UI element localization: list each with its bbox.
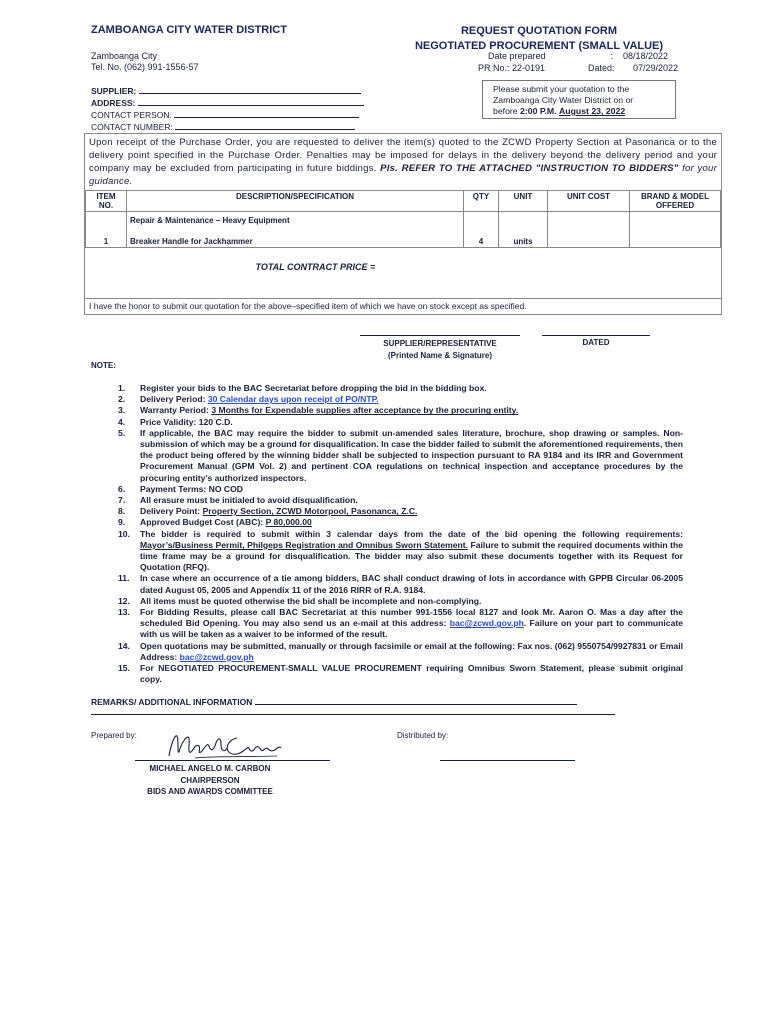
prepared-by-label: Prepared by: (91, 731, 137, 740)
date-block (470, 51, 678, 74)
form-title (399, 24, 679, 54)
date-prepared-value: 08/18/2022 (623, 51, 669, 61)
list-item: 5. If applicable, the BAC may require the bidder to submit un-amended sales literature, brochure, shop drawing or samples. Non-submission of which may be a ground for disqualification. In case the bidder failed to submit the aforementioned requirements, then the product being offered by the winning bidder shall be subjected to inspection pursuant to RA 9184 and its IRR and Government Procurement Manual (GPM Vol. 2) and pertinent COA regulations on technical inspection and acceptance procedures by the procuring entity’s authorized inspectors. (118, 427, 683, 483)
remarks-field[interactable] (255, 696, 577, 705)
list-item: 3. Warranty Period: 3 Months for Expendable supplies after acceptance by the procuring entity. (118, 405, 519, 416)
distributed-by-label: Distributed by: (397, 731, 449, 740)
item-description: Breaker Handle for Jackhammer (127, 231, 464, 248)
bac-email-link[interactable]: bac@zcwd.gov.ph (449, 618, 524, 629)
list-item: 15. For NEGOTIATED PROCUREMENT-SMALL VALUE PROCUREMENT requiring Omnibus Sworn Statement, please submit original copy. (118, 663, 683, 685)
col-qty: QTY (464, 191, 499, 212)
contact-person-field[interactable] (174, 109, 359, 118)
total-contract-price-label: TOTAL CONTRACT PRICE = (86, 248, 721, 299)
item-brand-model-field[interactable] (630, 231, 721, 248)
intro-tail: for your guidance. (89, 163, 717, 187)
org-city: Zamboanga City (91, 51, 158, 61)
delivery-period-link[interactable]: 30 Calendar days upon receipt of PO/NTP. (207, 394, 379, 405)
list-item: 14. Open quotations may be submitted, manually or through facsimile or email at the following: Fax nos. (062) 9550754/9927831 or Email Address: bac@zcwd.gov.ph (118, 640, 683, 662)
contact-person-label: CONTACT PERSON: (91, 110, 172, 120)
instruction-line2: Zamboanga City Water District on or (493, 95, 634, 105)
quotation-table-container (84, 133, 722, 315)
form-title-line1: REQUEST QUOTATION FORM (460, 25, 618, 37)
contact-number-label: CONTACT NUMBER: (91, 122, 173, 132)
remarks-label: REMARKS/ ADDITIONAL INFORMATION (91, 697, 253, 707)
signer-name: MICHAEL ANGELO M. CARBON (149, 764, 271, 773)
table-row (86, 231, 721, 248)
deadline-date: August 23, 2022 (559, 106, 626, 116)
supplier-field[interactable] (139, 85, 361, 94)
intro-paragraph (85, 134, 721, 190)
signer-block (130, 763, 290, 798)
remarks-block (91, 696, 577, 707)
notes-list (118, 383, 683, 685)
list-item: 1. Register your bids to the BAC Secretariat before dropping the bid in the bidding box. (118, 383, 487, 393)
item-number: 1 (86, 231, 127, 248)
col-unit: UNIT (499, 191, 548, 212)
date-prepared-separator: : (610, 51, 613, 61)
col-item-no: ITEM NO. (86, 191, 127, 212)
list-item: 7. All erasure must be initialed to avoid disqualification. (118, 495, 358, 506)
signature-image (165, 730, 285, 762)
supplier-label: SUPPLIER: (91, 86, 137, 96)
org-telephone: Tel. No. (062) 991-1556-57 (91, 62, 199, 72)
table-row-category (86, 212, 721, 232)
dated-label: DATED (582, 338, 610, 347)
list-item: 9. Approved Budget Cost (ABC): P 80,000.00 (118, 517, 312, 528)
signer-title: CHAIRPERSON (180, 775, 240, 785)
bac-email-link-2[interactable]: bac@zcwd.gov.ph (179, 651, 254, 662)
col-unit-cost: UNIT COST (548, 191, 630, 212)
supplier-rep-block (340, 338, 540, 362)
dated-signature-line[interactable] (542, 335, 650, 336)
address-field[interactable] (138, 97, 364, 106)
pr-number: PR No.: 22-0191 (478, 62, 546, 73)
list-item: 8. Delivery Point: Property Section, ZCWD Motorpool, Pasonanca, Z.C. (118, 506, 418, 517)
instruction-line3-pre: before (493, 106, 521, 116)
item-unit: units (499, 231, 548, 248)
address-label: ADDRESS: (91, 98, 136, 108)
note-label: NOTE: (91, 361, 116, 370)
deadline-time: 2:00 P.M. (520, 106, 557, 116)
intro-text: Upon receipt of the Purchase Order, you are requested to deliver the item(s) quoted to the ZCWD Property Section at Pasonanca or to the delivery point specified in the Purchase Order. Penalties may be imposed for delays in the delivery beyond the delivery period and your company may be excluded from participating in future biddings. (89, 137, 717, 174)
list-item: 12. All items must be quoted otherwise the bid shall be incomplete and non-complying. (118, 595, 482, 606)
list-item: 4. Price Validity: 120 C.D. (118, 416, 233, 427)
supplier-rep-label: SUPPLIER/REPRESENTATIVE (383, 339, 497, 348)
remarks-line-2[interactable] (91, 714, 615, 715)
submission-instruction-box (482, 80, 676, 119)
items-table (85, 190, 721, 298)
dated-label: Dated: (588, 62, 615, 73)
list-item: 6. Payment Terms: NO COD (118, 483, 243, 494)
org-name: ZAMBOANGA CITY WATER DISTRICT (91, 24, 287, 36)
list-item: 13. For Bidding Results, please call BAC Secretariat at this number 991-1556 local 8127 and look Mr. Aaron O. Mas a day after the scheduled Bid Opening. You may also send us an e-mail at this address: bac@zcwd.gov.ph. Failure on your part to communicate with us will be taken as a waiver to be informed of the result. (118, 607, 683, 640)
prepared-by-signature-line[interactable] (135, 760, 330, 761)
contact-number-field[interactable] (175, 121, 355, 130)
form-title-line2: NEGOTIATED PROCUREMENT (SMALL VALUE) (414, 40, 664, 52)
intro-emphasis: Pls. REFER TO THE ATTACHED "INSTRUCTION TO BIDDERS" (380, 163, 679, 174)
col-description: DESCRIPTION/SPECIFICATION (127, 191, 464, 212)
distributed-by-signature-line[interactable] (440, 760, 575, 761)
supplier-block (91, 85, 364, 133)
list-item: 11. In case where an occurrence of a tie among bidders, BAC shall conduct drawing of lots in accordance with GPPB Circular 06-2005 dated August 05, 2005 and Appendix 11 of the 2016 RIRR of R.A. 9184. (118, 573, 683, 595)
list-item: 10. The bidder is required to submit within 3 calendar days from the date of the bid opening the following requirements: Mayor’s/Business Permit, Philgeps Registration and Omnibus Sworn Statement. Failure to submit the required documents within the time frame may be a ground for disqualification. The bidder may also submit these documents together with its Request for Quotation (RFQ). (118, 528, 683, 573)
list-item: 2. Delivery Period: 30 Calendar days upon receipt of PO/NTP. (118, 394, 379, 405)
table-header-row (86, 191, 721, 212)
signer-office: BIDS AND AWARDS COMMITTEE (147, 787, 273, 796)
printed-name-label: (Printed Name & Signature) (387, 351, 492, 360)
instruction-line1: Please submit your quotation to the (493, 84, 630, 94)
date-prepared-label: Date prepared (488, 51, 546, 61)
category-label: Repair & Maintenance – Heavy Equipment (127, 212, 464, 232)
total-row (86, 248, 721, 299)
dated-value: 07/29/2022 (633, 62, 679, 73)
item-qty: 4 (464, 231, 499, 248)
honor-statement: I have the honor to submit our quotation for the above–specified item of which we have on stock except as specified. (85, 298, 721, 314)
col-brand-model: BRAND & MODEL OFFERED (630, 191, 721, 212)
supplier-signature-line[interactable] (360, 335, 520, 336)
item-unit-cost-field[interactable] (548, 231, 630, 248)
